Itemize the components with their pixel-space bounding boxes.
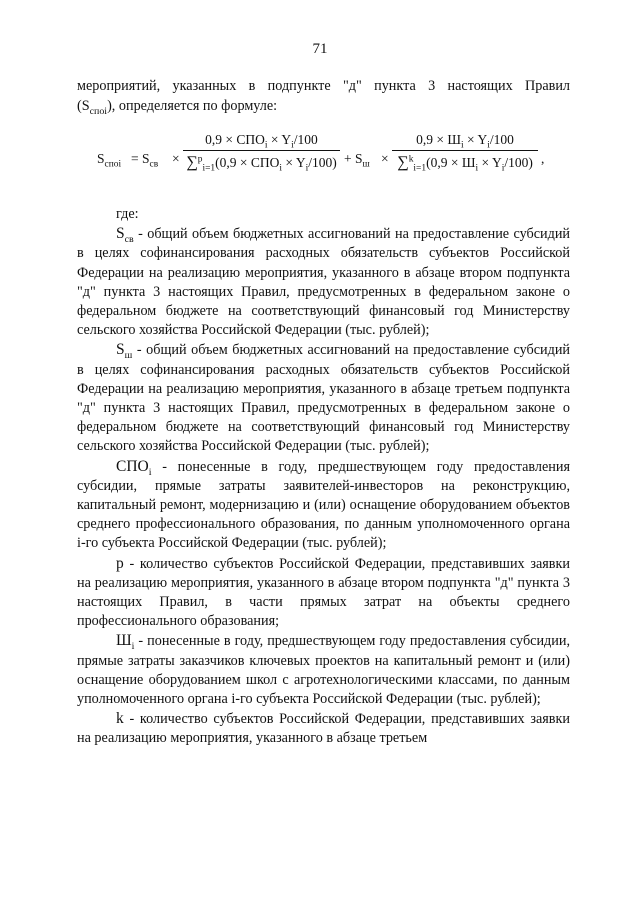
definition-spo: $СПО_i$ - понесенные в году, предшествующем году предоставления субсидии, прямые затраты заявителей-инвесторов на реконструкцию, капитальный ремонт, модернизацию и (или) оснащение оборудованием объектов среднего профессионального образования, по данным уполномоченного органа i-го субъекта Российской Федерации (тыс. рублей); — [77, 457, 570, 552]
definition-scv: $S_{св}$ - общий объем бюджетных ассигнований на предоставление субсидий в целях софинансирования расходных обязательств субъектов Российской Федерации на реализацию мероприятия, указанного в абзаце втором подпункта "д" пункта 3 настоящих Правил, предусмотренных в федеральном законе о федеральном бюджете на соответствующий финансовый год Министерству сельского хозяйства Российской Федерации (тыс. рублей); — [77, 225, 570, 339]
definition-sh: $Ш_i$ - понесенные в году, предшествующем году предоставления субсидии, прямые затраты заказчиков ключевых проектов на капитальный ремонт и (или) оснащение оборудованием школ с агротехнологическими классами, по данным уполномоченного органа i-го субъекта Российской Федерации (тыс. рублей); — [77, 632, 570, 708]
formula-fraction-2 — [392, 132, 538, 172]
intro-paragraph — [77, 77, 570, 116]
intro-symbol-open: (S — [77, 97, 90, 114]
formula-times-1: × — [172, 151, 180, 166]
fraction-2-denominator: $\sum^k_{i=1}(0,9 \times Ш_i \times Y_i/100)$ — [397, 153, 533, 174]
definition-p: p - количество субъектов Российской Федерации, представивших заявки на реализацию мероприятия, указанного в абзаце втором подпункта "д" пункта 3 настоящих Правил, в части прямых затрат на объекты среднего профессионального образования; — [77, 554, 570, 630]
definitions — [77, 205, 570, 749]
intro-line-2-rest: ), определяется по формуле: — [107, 97, 278, 114]
fraction-2-numerator: $0,9 \times Ш_i \times Y_i/100$ — [416, 132, 514, 151]
definition-ssh: $S_ш$ - общий объем бюджетных ассигнований на предоставление субсидий в целях софинансирования расходных обязательств субъектов Российской Федерации на реализацию мероприятия, указанного в абзаце третьем подпункта "д" пункта 3 настоящих Правил, предусмотренных в федеральном законе о федеральном бюджете на соответствующий финансовый год Министерству сельского хозяйства Российской Федерации (тыс. рублей); — [77, 341, 570, 455]
formula-plus-sh: + $S_ш$ — [344, 151, 370, 170]
intro-line-1: мероприятий, указанных в подпункте "д" пункта 3 настоящих Правил — [77, 78, 570, 94]
where-label: где: — [116, 206, 139, 222]
formula-fraction-1 — [183, 132, 340, 172]
formula-lhs: $S_{споi}$ — [97, 151, 122, 170]
formula-comma: , — [541, 151, 545, 166]
intro-line-2 — [77, 97, 278, 117]
intro-symbol-sub: споi — [89, 105, 108, 117]
formula-times-2: × — [381, 151, 389, 166]
formula-eq-scv: = $S_{св}$ — [131, 151, 159, 170]
page-number: 71 — [312, 41, 328, 57]
definition-k: k - количество субъектов Российской Федерации, представивших заявки на реализацию мероприятия, указанного в абзаце третьем — [77, 710, 570, 747]
formula — [97, 132, 557, 190]
fraction-1-denominator: $\sum^p_{i=1}(0,9 \times СПО_i \times Y_i/100)$ — [186, 153, 337, 174]
fraction-1-numerator: $0,9 \times СПО_i \times Y_i/100$ — [205, 132, 318, 151]
